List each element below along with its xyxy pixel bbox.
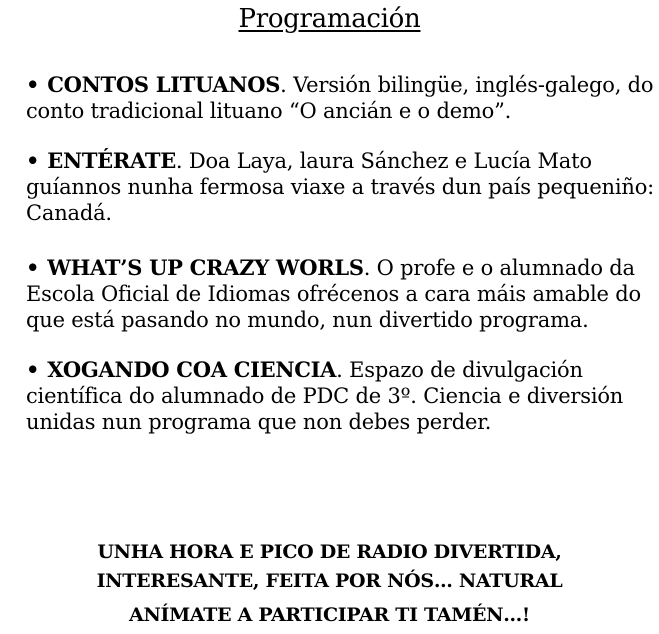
program-description: . Espazo de divulgación científica do alumnado de PDC de 3º. Ciencia e diversión unidas nun programa que non debes perder.	[26, 358, 624, 434]
program-item-enterate	[26, 148, 659, 226]
program-heading: XOGANDO COA CIENCIA	[47, 357, 337, 382]
program-heading: WHAT’S UP CRAZY WORLS	[47, 255, 364, 280]
bullet-icon: •	[26, 255, 40, 280]
program-item-whats-up	[26, 255, 659, 333]
bullet-icon: •	[26, 357, 40, 382]
footer-line-3: ANÍMATE A PARTICIPAR TI TAMÉN…!	[129, 604, 530, 626]
program-item-xogando-coa-ciencia	[26, 357, 659, 435]
footer-line-1: UNHA HORA E PICO DE RADIO DIVERTIDA,	[97, 541, 562, 563]
program-description: . O profe e o alumnado da Escola Oficial de Idiomas ofrécenos a cara máis amable do que está pasando no mundo, nun divertido programa.	[26, 256, 641, 332]
program-heading: CONTOS LITUANOS	[47, 72, 281, 97]
program-heading: ENTÉRATE	[47, 148, 176, 173]
bullet-icon: •	[26, 148, 40, 173]
page-title: Programación	[238, 4, 421, 34]
program-item-contos-lituanos	[26, 72, 659, 124]
program-description: . Versión bilingüe, inglés-galego, do conto tradicional lituano “O ancián e o demo”.	[26, 73, 654, 123]
program-description: . Doa Laya, laura Sánchez e Lucía Mato guíannos nunha fermosa viaxe a través dun país pequeniño: Canadá.	[26, 149, 655, 225]
bullet-icon: •	[26, 72, 40, 97]
footer-line-2: INTERESANTE, FEITA POR NÓS… NATURAL	[96, 570, 563, 592]
